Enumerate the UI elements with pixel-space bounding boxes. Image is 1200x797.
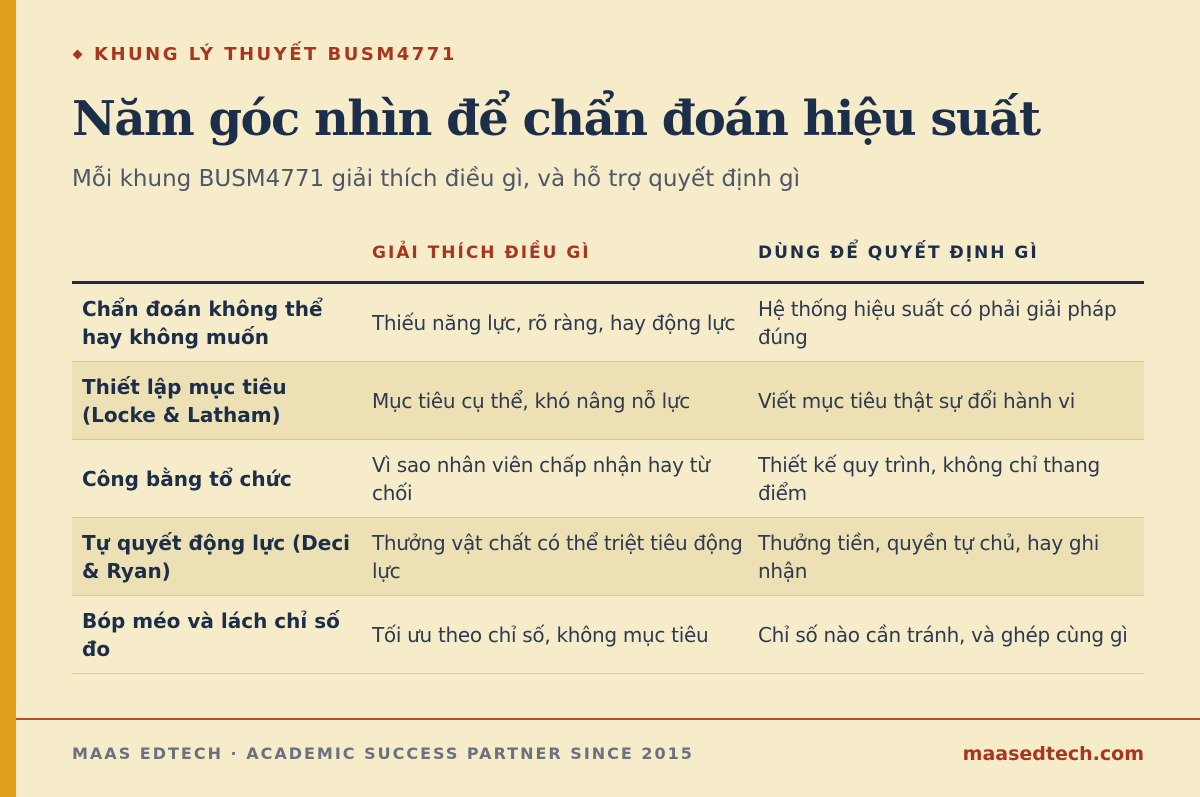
framework-explains: Thưởng vật chất có thể triệt tiêu động lực [372, 530, 743, 583]
framework-explains: Thiếu năng lực, rõ ràng, hay động lực [372, 310, 736, 335]
footer-website-link[interactable]: maasedtech.com [962, 743, 1144, 765]
table-row [72, 440, 1144, 518]
header-decides: DÙNG ĐỂ QUYẾT ĐỊNH GÌ [758, 242, 1039, 263]
footer-brand: MAAS EDTECH · ACADEMIC SUCCESS PARTNER SINCE 2015 [72, 744, 694, 763]
table-row [72, 596, 1144, 674]
framework-explains: Mục tiêu cụ thể, khó nâng nỗ lực [372, 388, 690, 413]
framework-name: Công bằng tổ chức [82, 466, 292, 491]
table-header [72, 224, 1144, 284]
framework-name: Thiết lập mục tiêu (Locke & Latham) [82, 374, 287, 427]
table-row [72, 362, 1144, 440]
footer-divider [16, 718, 1200, 720]
page-subtitle: Mỗi khung BUSM4771 giải thích điều gì, và hỗ trợ quyết định gì [72, 166, 800, 192]
framework-name: Bóp méo và lách chỉ số đo [82, 608, 340, 661]
frameworks-table [72, 224, 1144, 674]
page-title: Năm góc nhìn để chẩn đoán hiệu suất [72, 91, 1040, 147]
framework-explains: Vì sao nhân viên chấp nhận hay từ chối [372, 452, 710, 505]
header-explains: GIẢI THÍCH ĐIỀU GÌ [372, 242, 591, 263]
left-accent-bar [0, 0, 16, 797]
framework-decides: Thiết kế quy trình, không chỉ thang điểm [758, 452, 1100, 505]
diamond-bullet-icon [73, 50, 83, 60]
eyebrow-label [72, 44, 457, 65]
framework-name: Chẩn đoán không thể hay không muốn [82, 296, 323, 349]
framework-decides: Thưởng tiền, quyền tự chủ, hay ghi nhận [758, 530, 1099, 583]
table-row [72, 518, 1144, 596]
table-row [72, 284, 1144, 362]
eyebrow-text: KHUNG LÝ THUYẾT BUSM4771 [94, 44, 457, 65]
framework-decides: Hệ thống hiệu suất có phải giải pháp đúng [758, 296, 1117, 349]
framework-name: Tự quyết động lực (Deci & Ryan) [82, 530, 351, 583]
framework-decides: Viết mục tiêu thật sự đổi hành vi [758, 388, 1075, 413]
framework-decides: Chỉ số nào cần tránh, và ghép cùng gì [758, 622, 1128, 647]
framework-explains: Tối ưu theo chỉ số, không mục tiêu [372, 622, 709, 647]
